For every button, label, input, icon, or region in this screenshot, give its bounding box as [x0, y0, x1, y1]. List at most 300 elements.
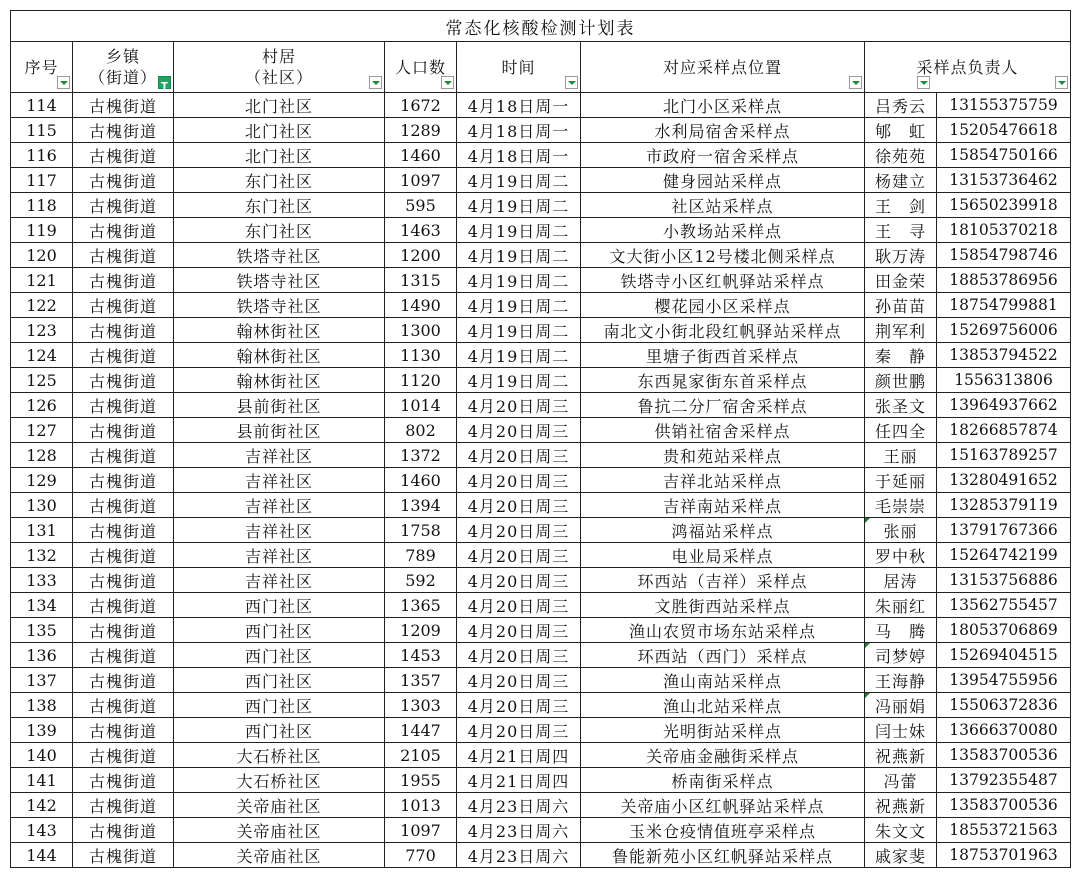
population-cell[interactable]: 1097 [385, 818, 457, 843]
village-cell[interactable]: 东门社区 [174, 168, 385, 193]
population-cell[interactable]: 789 [385, 543, 457, 568]
time-cell[interactable]: 4月20日周三 [457, 418, 581, 443]
table-row [11, 843, 1071, 868]
site-cell[interactable]: 铁塔寺小区红帆驿站采样点 [581, 268, 865, 293]
population-cell[interactable]: 1097 [385, 168, 457, 193]
phone-cell[interactable]: 15264742199 [937, 543, 1071, 568]
seq-cell[interactable]: 140 [11, 743, 73, 768]
site-cell[interactable]: 南北文小街北段红帆驿站采样点 [581, 318, 865, 343]
header-site [581, 42, 865, 93]
village-cell[interactable]: 大石桥社区 [174, 768, 385, 793]
manager-name-cell[interactable]: 孙苗苗 [865, 293, 937, 318]
village-cell[interactable]: 西门社区 [174, 693, 385, 718]
population-cell[interactable]: 1955 [385, 768, 457, 793]
table-row [11, 168, 1071, 193]
phone-cell[interactable]: 18853786956 [937, 268, 1071, 293]
seq-cell[interactable]: 142 [11, 793, 73, 818]
header-population [385, 42, 457, 93]
manager-name-cell[interactable]: 居涛 [865, 568, 937, 593]
population-cell[interactable]: 1315 [385, 268, 457, 293]
phone-cell[interactable]: 18266857874 [937, 418, 1071, 443]
phone-cell[interactable]: 13791767366 [937, 518, 1071, 543]
population-cell[interactable]: 1365 [385, 593, 457, 618]
population-cell[interactable]: 595 [385, 193, 457, 218]
phone-cell[interactable]: 15854750166 [937, 143, 1071, 168]
village-cell[interactable]: 吉祥社区 [174, 443, 385, 468]
seq-cell[interactable]: 119 [11, 218, 73, 243]
time-cell[interactable]: 4月18日周一 [457, 93, 581, 118]
phone-cell[interactable]: 1556313806 [937, 368, 1071, 393]
town-cell[interactable]: 古槐街道 [73, 543, 174, 568]
filter-dropdown-icon[interactable] [849, 76, 862, 89]
spreadsheet [10, 10, 1070, 868]
village-cell[interactable]: 铁塔寺社区 [174, 293, 385, 318]
town-cell[interactable]: 古槐街道 [73, 168, 174, 193]
population-cell[interactable]: 1209 [385, 618, 457, 643]
header-town-line2: （街道） [88, 68, 157, 87]
population-cell[interactable]: 1394 [385, 493, 457, 518]
seq-cell[interactable]: 137 [11, 668, 73, 693]
town-cell[interactable]: 古槐街道 [73, 793, 174, 818]
village-cell[interactable]: 东门社区 [174, 193, 385, 218]
town-cell[interactable]: 古槐街道 [73, 518, 174, 543]
village-cell[interactable]: 西门社区 [174, 593, 385, 618]
manager-name-cell[interactable]: 马 腾 [865, 618, 937, 643]
time-cell[interactable]: 4月18日周一 [457, 118, 581, 143]
site-cell[interactable]: 渔山南站采样点 [581, 668, 865, 693]
manager-name-cell[interactable]: 郇 虹 [865, 118, 937, 143]
time-cell[interactable]: 4月19日周二 [457, 343, 581, 368]
seq-cell[interactable]: 138 [11, 693, 73, 718]
header-seq [11, 42, 73, 93]
village-cell[interactable]: 吉祥社区 [174, 493, 385, 518]
manager-name-cell[interactable]: 张圣文 [865, 393, 937, 418]
seq-cell[interactable]: 124 [11, 343, 73, 368]
manager-name-cell[interactable]: 罗中秋 [865, 543, 937, 568]
phone-cell[interactable]: 15269404515 [937, 643, 1071, 668]
filter-active-icon[interactable] [158, 76, 171, 89]
manager-name-cell[interactable]: 王丽 [865, 443, 937, 468]
town-cell[interactable]: 古槐街道 [73, 568, 174, 593]
manager-name-cell[interactable]: 祝燕新 [865, 793, 937, 818]
seq-cell[interactable]: 144 [11, 843, 73, 868]
manager-name-cell[interactable]: 徐苑苑 [865, 143, 937, 168]
table-row [11, 443, 1071, 468]
site-cell[interactable]: 健身园站采样点 [581, 168, 865, 193]
phone-cell[interactable]: 18553721563 [937, 818, 1071, 843]
phone-cell[interactable]: 13155375759 [937, 93, 1071, 118]
phone-cell[interactable]: 13853794522 [937, 343, 1071, 368]
town-cell[interactable]: 古槐街道 [73, 593, 174, 618]
phone-cell[interactable]: 13562755457 [937, 593, 1071, 618]
village-cell[interactable]: 北门社区 [174, 143, 385, 168]
table-row [11, 543, 1071, 568]
time-cell[interactable]: 4月19日周二 [457, 193, 581, 218]
phone-cell[interactable]: 13954755956 [937, 668, 1071, 693]
seq-cell[interactable]: 134 [11, 593, 73, 618]
seq-cell[interactable]: 126 [11, 393, 73, 418]
site-cell[interactable]: 吉祥南站采样点 [581, 493, 865, 518]
village-cell[interactable]: 大石桥社区 [174, 743, 385, 768]
seq-cell[interactable]: 120 [11, 243, 73, 268]
manager-name-cell[interactable]: 秦 静 [865, 343, 937, 368]
town-cell[interactable]: 古槐街道 [73, 493, 174, 518]
header-village-line2: （社区） [244, 68, 313, 87]
table-row [11, 793, 1071, 818]
seq-cell[interactable]: 132 [11, 543, 73, 568]
town-cell[interactable]: 古槐街道 [73, 193, 174, 218]
filter-dropdown-icon[interactable] [565, 76, 578, 89]
village-cell[interactable]: 铁塔寺社区 [174, 243, 385, 268]
time-cell[interactable]: 4月19日周二 [457, 293, 581, 318]
header-town-line1: 乡镇 [105, 47, 140, 66]
table-row [11, 668, 1071, 693]
table-title: 常态化核酸检测计划表 [11, 11, 1071, 42]
phone-cell[interactable]: 13280491652 [937, 468, 1071, 493]
site-cell[interactable]: 吉祥北站采样点 [581, 468, 865, 493]
time-cell[interactable]: 4月19日周二 [457, 318, 581, 343]
header-time-label: 时间 [501, 57, 536, 77]
manager-name-cell[interactable]: 朱丽红 [865, 593, 937, 618]
seq-cell[interactable]: 123 [11, 318, 73, 343]
seq-cell[interactable]: 143 [11, 818, 73, 843]
time-cell[interactable]: 4月20日周三 [457, 568, 581, 593]
phone-cell[interactable]: 13153736462 [937, 168, 1071, 193]
table-body [11, 93, 1071, 868]
seq-cell[interactable]: 115 [11, 118, 73, 143]
village-cell[interactable]: 西门社区 [174, 668, 385, 693]
manager-name-cell[interactable]: 王 剑 [865, 193, 937, 218]
town-cell[interactable]: 古槐街道 [73, 93, 174, 118]
town-cell[interactable]: 古槐街道 [73, 718, 174, 743]
town-cell[interactable]: 古槐街道 [73, 343, 174, 368]
phone-cell[interactable]: 13964937662 [937, 393, 1071, 418]
table-row [11, 318, 1071, 343]
manager-name-cell[interactable]: 王 寻 [865, 218, 937, 243]
phone-cell[interactable]: 18053706869 [937, 618, 1071, 643]
population-cell[interactable]: 1490 [385, 293, 457, 318]
population-cell[interactable]: 1463 [385, 218, 457, 243]
village-cell[interactable]: 北门社区 [174, 118, 385, 143]
table-row [11, 643, 1071, 668]
seq-cell[interactable]: 116 [11, 143, 73, 168]
seq-cell[interactable]: 129 [11, 468, 73, 493]
manager-name-cell[interactable]: 任四全 [865, 418, 937, 443]
seq-cell[interactable]: 141 [11, 768, 73, 793]
nucleic-test-plan-table [10, 10, 1071, 868]
population-cell[interactable]: 2105 [385, 743, 457, 768]
time-cell[interactable]: 4月19日周二 [457, 168, 581, 193]
village-cell[interactable]: 吉祥社区 [174, 568, 385, 593]
time-cell[interactable]: 4月20日周三 [457, 593, 581, 618]
table-row [11, 93, 1071, 118]
population-cell[interactable]: 1453 [385, 643, 457, 668]
header-village-line1: 村居 [261, 47, 296, 66]
town-cell[interactable]: 古槐街道 [73, 668, 174, 693]
manager-name-cell[interactable]: 杨建立 [865, 168, 937, 193]
manager-name-cell[interactable]: 张丽 [865, 518, 937, 543]
village-cell[interactable]: 吉祥社区 [174, 543, 385, 568]
header-manager [865, 42, 1071, 93]
population-cell[interactable]: 1460 [385, 468, 457, 493]
table-row [11, 768, 1071, 793]
village-cell[interactable]: 西门社区 [174, 643, 385, 668]
site-cell[interactable]: 文大街小区12号楼北侧采样点 [581, 243, 865, 268]
time-cell[interactable]: 4月20日周三 [457, 543, 581, 568]
table-row [11, 518, 1071, 543]
table-row [11, 693, 1071, 718]
population-cell[interactable]: 802 [385, 418, 457, 443]
header-seq-label: 序号 [24, 57, 59, 77]
town-cell[interactable]: 古槐街道 [73, 468, 174, 493]
village-cell[interactable]: 北门社区 [174, 93, 385, 118]
village-cell[interactable]: 东门社区 [174, 218, 385, 243]
town-cell[interactable]: 古槐街道 [73, 693, 174, 718]
village-cell[interactable]: 西门社区 [174, 718, 385, 743]
site-cell[interactable]: 北门小区采样点 [581, 93, 865, 118]
seq-cell[interactable]: 127 [11, 418, 73, 443]
town-cell[interactable]: 古槐街道 [73, 643, 174, 668]
phone-cell[interactable]: 15854798746 [937, 243, 1071, 268]
table-row [11, 418, 1071, 443]
table-row [11, 118, 1071, 143]
town-cell[interactable]: 古槐街道 [73, 243, 174, 268]
manager-name-cell[interactable]: 祝燕新 [865, 743, 937, 768]
population-cell[interactable]: 1672 [385, 93, 457, 118]
manager-name-cell[interactable]: 王海静 [865, 668, 937, 693]
table-row [11, 568, 1071, 593]
manager-name-cell[interactable]: 田金荣 [865, 268, 937, 293]
village-cell[interactable]: 县前街社区 [174, 393, 385, 418]
site-cell[interactable]: 环西站（吉祥）采样点 [581, 568, 865, 593]
time-cell[interactable]: 4月20日周三 [457, 693, 581, 718]
seq-cell[interactable]: 135 [11, 618, 73, 643]
filter-dropdown-icon[interactable] [917, 76, 930, 89]
phone-cell[interactable]: 13153756886 [937, 568, 1071, 593]
phone-cell[interactable]: 15506372836 [937, 693, 1071, 718]
village-cell[interactable]: 关帝庙社区 [174, 818, 385, 843]
site-cell[interactable]: 玉米仓疫情值班亭采样点 [581, 818, 865, 843]
seq-cell[interactable]: 139 [11, 718, 73, 743]
village-cell[interactable]: 西门社区 [174, 618, 385, 643]
town-cell[interactable]: 古槐街道 [73, 418, 174, 443]
manager-name-cell[interactable]: 戚家斐 [865, 843, 937, 868]
site-cell[interactable]: 里塘子街西首采样点 [581, 343, 865, 368]
filter-dropdown-icon[interactable] [57, 76, 70, 89]
site-cell[interactable]: 樱花园小区采样点 [581, 293, 865, 318]
phone-cell[interactable]: 13792355487 [937, 768, 1071, 793]
population-cell[interactable]: 1460 [385, 143, 457, 168]
village-cell[interactable]: 吉祥社区 [174, 518, 385, 543]
header-village [174, 42, 385, 93]
seq-cell[interactable]: 130 [11, 493, 73, 518]
seq-cell[interactable]: 122 [11, 293, 73, 318]
table-row [11, 593, 1071, 618]
header-site-label: 对应采样点位置 [662, 57, 782, 77]
population-cell[interactable]: 1013 [385, 793, 457, 818]
site-cell[interactable]: 水利局宿舍采样点 [581, 118, 865, 143]
time-cell[interactable]: 4月20日周三 [457, 618, 581, 643]
town-cell[interactable]: 古槐街道 [73, 318, 174, 343]
phone-cell[interactable]: 18754799881 [937, 293, 1071, 318]
site-cell[interactable]: 小教场站采样点 [581, 218, 865, 243]
town-cell[interactable]: 古槐街道 [73, 368, 174, 393]
population-cell[interactable]: 1120 [385, 368, 457, 393]
table-row [11, 368, 1071, 393]
phone-cell[interactable]: 15269756006 [937, 318, 1071, 343]
population-cell[interactable]: 1289 [385, 118, 457, 143]
site-cell[interactable]: 关帝庙小区红帆驿站采样点 [581, 793, 865, 818]
village-cell[interactable]: 县前街社区 [174, 418, 385, 443]
population-cell[interactable]: 1014 [385, 393, 457, 418]
manager-name-cell[interactable]: 耿万涛 [865, 243, 937, 268]
time-cell[interactable]: 4月20日周三 [457, 718, 581, 743]
population-cell[interactable]: 1130 [385, 343, 457, 368]
seq-cell[interactable]: 117 [11, 168, 73, 193]
site-cell[interactable]: 供销社宿舍采样点 [581, 418, 865, 443]
filter-dropdown-icon[interactable] [369, 76, 382, 89]
manager-name-cell[interactable]: 荆军利 [865, 318, 937, 343]
header-manager-label: 采样点负责人 [916, 57, 1019, 77]
village-cell[interactable]: 关帝庙社区 [174, 843, 385, 868]
phone-cell[interactable]: 15650239918 [937, 193, 1071, 218]
town-cell[interactable]: 古槐街道 [73, 218, 174, 243]
village-cell[interactable]: 吉祥社区 [174, 468, 385, 493]
phone-cell[interactable]: 18105370218 [937, 218, 1071, 243]
manager-name-cell[interactable]: 司梦婷 [865, 643, 937, 668]
town-cell[interactable]: 古槐街道 [73, 618, 174, 643]
time-cell[interactable]: 4月21日周四 [457, 768, 581, 793]
town-cell[interactable]: 古槐街道 [73, 143, 174, 168]
table-row [11, 293, 1071, 318]
site-cell[interactable]: 渔山北站采样点 [581, 693, 865, 718]
filter-dropdown-icon[interactable] [441, 76, 454, 89]
manager-name-cell[interactable]: 颜世鹏 [865, 368, 937, 393]
time-cell[interactable]: 4月23日周六 [457, 818, 581, 843]
table-row [11, 618, 1071, 643]
seq-cell[interactable]: 121 [11, 268, 73, 293]
population-cell[interactable]: 1758 [385, 518, 457, 543]
time-cell[interactable]: 4月18日周一 [457, 143, 581, 168]
table-row [11, 743, 1071, 768]
site-cell[interactable]: 光明街站采样点 [581, 718, 865, 743]
site-cell[interactable]: 鸿福站采样点 [581, 518, 865, 543]
site-cell[interactable]: 社区站采样点 [581, 193, 865, 218]
site-cell[interactable]: 东西晁家街东首采样点 [581, 368, 865, 393]
seq-cell[interactable]: 128 [11, 443, 73, 468]
phone-cell[interactable]: 15205476618 [937, 118, 1071, 143]
phone-cell[interactable]: 18753701963 [937, 843, 1071, 868]
time-cell[interactable]: 4月19日周二 [457, 268, 581, 293]
site-cell[interactable]: 文胜街西站采样点 [581, 593, 865, 618]
table-row [11, 343, 1071, 368]
header-time [457, 42, 581, 93]
time-cell[interactable]: 4月23日周六 [457, 843, 581, 868]
table-row [11, 268, 1071, 293]
time-cell[interactable]: 4月20日周三 [457, 643, 581, 668]
manager-name-cell[interactable]: 冯丽娟 [865, 693, 937, 718]
manager-name-cell[interactable]: 冯蕾 [865, 768, 937, 793]
time-cell[interactable]: 4月20日周三 [457, 443, 581, 468]
town-cell[interactable]: 古槐街道 [73, 293, 174, 318]
town-cell[interactable]: 古槐街道 [73, 743, 174, 768]
manager-name-cell[interactable]: 朱文文 [865, 818, 937, 843]
village-cell[interactable]: 关帝庙社区 [174, 793, 385, 818]
site-cell[interactable]: 渔山农贸市场东站采样点 [581, 618, 865, 643]
population-cell[interactable]: 1303 [385, 693, 457, 718]
table-row [11, 493, 1071, 518]
town-cell[interactable]: 古槐街道 [73, 818, 174, 843]
town-cell[interactable]: 古槐街道 [73, 768, 174, 793]
table-row [11, 818, 1071, 843]
village-cell[interactable]: 铁塔寺社区 [174, 268, 385, 293]
header-town [73, 42, 174, 93]
manager-name-cell[interactable]: 闫士妹 [865, 718, 937, 743]
population-cell[interactable]: 592 [385, 568, 457, 593]
phone-cell[interactable]: 13583700536 [937, 793, 1071, 818]
time-cell[interactable]: 4月20日周三 [457, 668, 581, 693]
town-cell[interactable]: 古槐街道 [73, 443, 174, 468]
phone-cell[interactable]: 13666370080 [937, 718, 1071, 743]
site-cell[interactable]: 贵和苑站采样点 [581, 443, 865, 468]
time-cell[interactable]: 4月20日周三 [457, 518, 581, 543]
town-cell[interactable]: 古槐街道 [73, 393, 174, 418]
time-cell[interactable]: 4月19日周二 [457, 243, 581, 268]
population-cell[interactable]: 1372 [385, 443, 457, 468]
site-cell[interactable]: 鲁能新苑小区红帆驿站采样点 [581, 843, 865, 868]
seq-cell[interactable]: 136 [11, 643, 73, 668]
town-cell[interactable]: 古槐街道 [73, 843, 174, 868]
time-cell[interactable]: 4月20日周三 [457, 468, 581, 493]
seq-cell[interactable]: 114 [11, 93, 73, 118]
village-cell[interactable]: 翰林街社区 [174, 343, 385, 368]
manager-name-cell[interactable]: 于延丽 [865, 468, 937, 493]
phone-cell[interactable]: 13285379119 [937, 493, 1071, 518]
seq-cell[interactable]: 131 [11, 518, 73, 543]
village-cell[interactable]: 翰林街社区 [174, 368, 385, 393]
site-cell[interactable]: 电业局采样点 [581, 543, 865, 568]
phone-cell[interactable]: 13583700536 [937, 743, 1071, 768]
filter-dropdown-icon[interactable] [1055, 76, 1068, 89]
town-cell[interactable]: 古槐街道 [73, 118, 174, 143]
time-cell[interactable]: 4月23日周六 [457, 793, 581, 818]
seq-cell[interactable]: 133 [11, 568, 73, 593]
population-cell[interactable]: 1300 [385, 318, 457, 343]
seq-cell[interactable]: 118 [11, 193, 73, 218]
table-row [11, 718, 1071, 743]
town-cell[interactable]: 古槐街道 [73, 268, 174, 293]
site-cell[interactable]: 鲁抗二分厂宿舍采样点 [581, 393, 865, 418]
population-cell[interactable]: 1357 [385, 668, 457, 693]
population-cell[interactable]: 1447 [385, 718, 457, 743]
time-cell[interactable]: 4月19日周二 [457, 218, 581, 243]
time-cell[interactable]: 4月21日周四 [457, 743, 581, 768]
time-cell[interactable]: 4月20日周三 [457, 393, 581, 418]
site-cell[interactable]: 环西站（西门）采样点 [581, 643, 865, 668]
manager-name-cell[interactable]: 吕秀云 [865, 93, 937, 118]
manager-name-cell[interactable]: 毛崇崇 [865, 493, 937, 518]
seq-cell[interactable]: 125 [11, 368, 73, 393]
population-cell[interactable]: 770 [385, 843, 457, 868]
site-cell[interactable]: 市政府一宿舍采样点 [581, 143, 865, 168]
village-cell[interactable]: 翰林街社区 [174, 318, 385, 343]
site-cell[interactable]: 桥南街采样点 [581, 768, 865, 793]
phone-cell[interactable]: 15163789257 [937, 443, 1071, 468]
site-cell[interactable]: 关帝庙金融街采样点 [581, 743, 865, 768]
time-cell[interactable]: 4月20日周三 [457, 493, 581, 518]
time-cell[interactable]: 4月19日周二 [457, 368, 581, 393]
population-cell[interactable]: 1200 [385, 243, 457, 268]
